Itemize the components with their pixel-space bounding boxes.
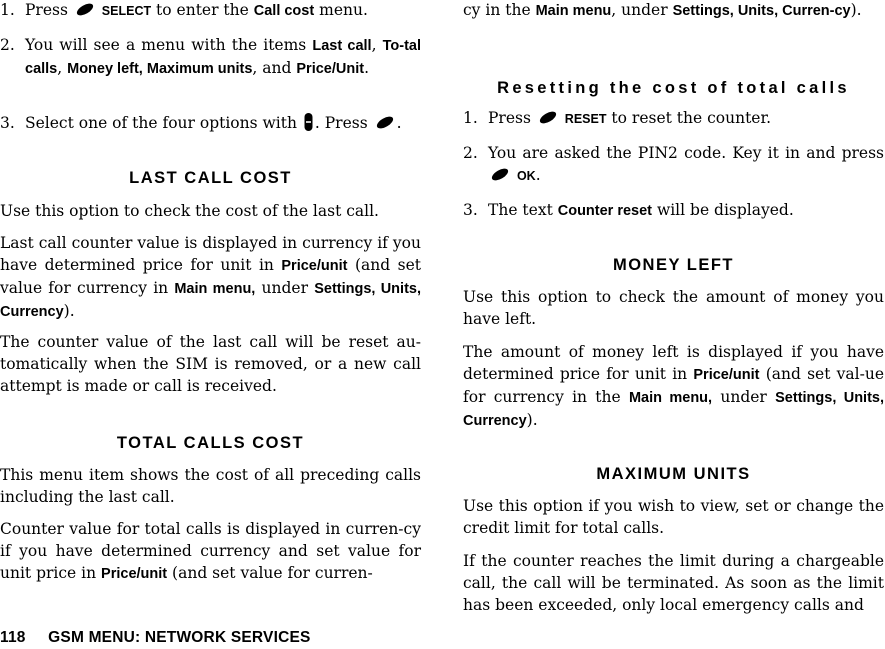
menu-item-name: Price/Unit bbox=[296, 61, 365, 77]
step-2-menu-items: 2. You will see a menu with the items Last call, To-tal calls, Money left, Maximum units, and Price/Unit. bbox=[0, 36, 421, 77]
menu-item-name: Money left, Maximum units bbox=[67, 61, 253, 77]
step-number: 2. bbox=[463, 144, 478, 162]
select-key-label: SELECT bbox=[101, 4, 152, 18]
section-title: GSM MENU: NETWORK SERVICES bbox=[48, 629, 311, 646]
money-left-paragraph-2: The amount of money left is displayed if you have determined price for unit in Price/unit (and set val-ue for currency in the Main menu, under Settings, Units, Currency). bbox=[463, 343, 885, 429]
heading-money-left: MONEY LEFT bbox=[612, 256, 735, 274]
page-footer bbox=[0, 629, 311, 647]
softkey-icon bbox=[75, 3, 95, 16]
heading-resetting-cost: Resetting the cost of total calls bbox=[497, 79, 850, 97]
scroll-key-icon bbox=[303, 112, 314, 132]
softkey-icon bbox=[490, 168, 510, 181]
heading-maximum-units: MAXIMUM UNITS bbox=[596, 465, 751, 483]
total-calls-paragraph-2: Counter value for total calls is displayed in curren-cy if you have determined currency and set value for unit price in Price/unit (and set value for curren- bbox=[0, 520, 421, 582]
total-calls-paragraph-1: This menu item shows the cost of all preceding calls including the last call. bbox=[0, 466, 421, 506]
heading-last-call-cost: LAST CALL COST bbox=[129, 169, 292, 187]
max-units-paragraph-1: Use this option if you wish to view, set or change the credit limit for total calls. bbox=[463, 497, 884, 537]
step-1-select: 1. Press SELECT to enter the Call cost menu. bbox=[0, 1, 368, 19]
counter-reset-text: Counter reset bbox=[557, 203, 653, 219]
reset-key-label: RESET bbox=[564, 112, 607, 126]
step-3-scroll: 3. Select one of the four options with . Press . bbox=[0, 114, 402, 132]
money-left-paragraph-1: Use this option to check the amount of money you have left. bbox=[463, 288, 884, 328]
step-number: 3. bbox=[0, 114, 15, 132]
page-number: 118 bbox=[0, 629, 26, 646]
softkey-icon bbox=[375, 116, 395, 129]
step-number: 1. bbox=[0, 1, 15, 19]
reset-step-2: 2. You are asked the PIN2 code. Key it in and press OK. bbox=[463, 144, 884, 184]
menu-item-name: Last call bbox=[312, 38, 372, 54]
reset-step-3: 3. The text Counter reset will be displayed. bbox=[463, 201, 794, 219]
ok-key-label: OK bbox=[516, 169, 536, 183]
last-call-paragraph-2: Last call counter value is displayed in currency if you have determined price for unit in Price/unit (and set value for currency in Main menu, under Settings, Units, Currency). bbox=[0, 234, 421, 320]
step-number: 1. bbox=[463, 109, 478, 127]
step-number: 3. bbox=[463, 201, 478, 219]
max-units-paragraph-2: If the counter reaches the limit during a chargeable call, the call will be terminated. As soon as the limit has been exceeded, only local emergency calls and bbox=[463, 552, 884, 614]
last-call-paragraph-3: The counter value of the last call will be reset au-tomatically when the SIM is removed, or a new call attempt is made or call is received. bbox=[0, 333, 421, 395]
reset-step-1: 1. Press RESET to reset the counter. bbox=[463, 109, 772, 127]
step-number: 2. bbox=[0, 36, 15, 54]
last-call-paragraph-1: Use this option to check the cost of the last call. bbox=[0, 202, 379, 220]
heading-total-calls-cost: TOTAL CALLS COST bbox=[116, 434, 305, 452]
currency-continuation: cy in the Main menu, under Settings, Units, Curren-cy). bbox=[463, 1, 862, 19]
menu-name: Call cost bbox=[253, 3, 315, 19]
softkey-icon bbox=[538, 111, 558, 124]
menu-item-name: To-tal calls bbox=[25, 38, 421, 77]
